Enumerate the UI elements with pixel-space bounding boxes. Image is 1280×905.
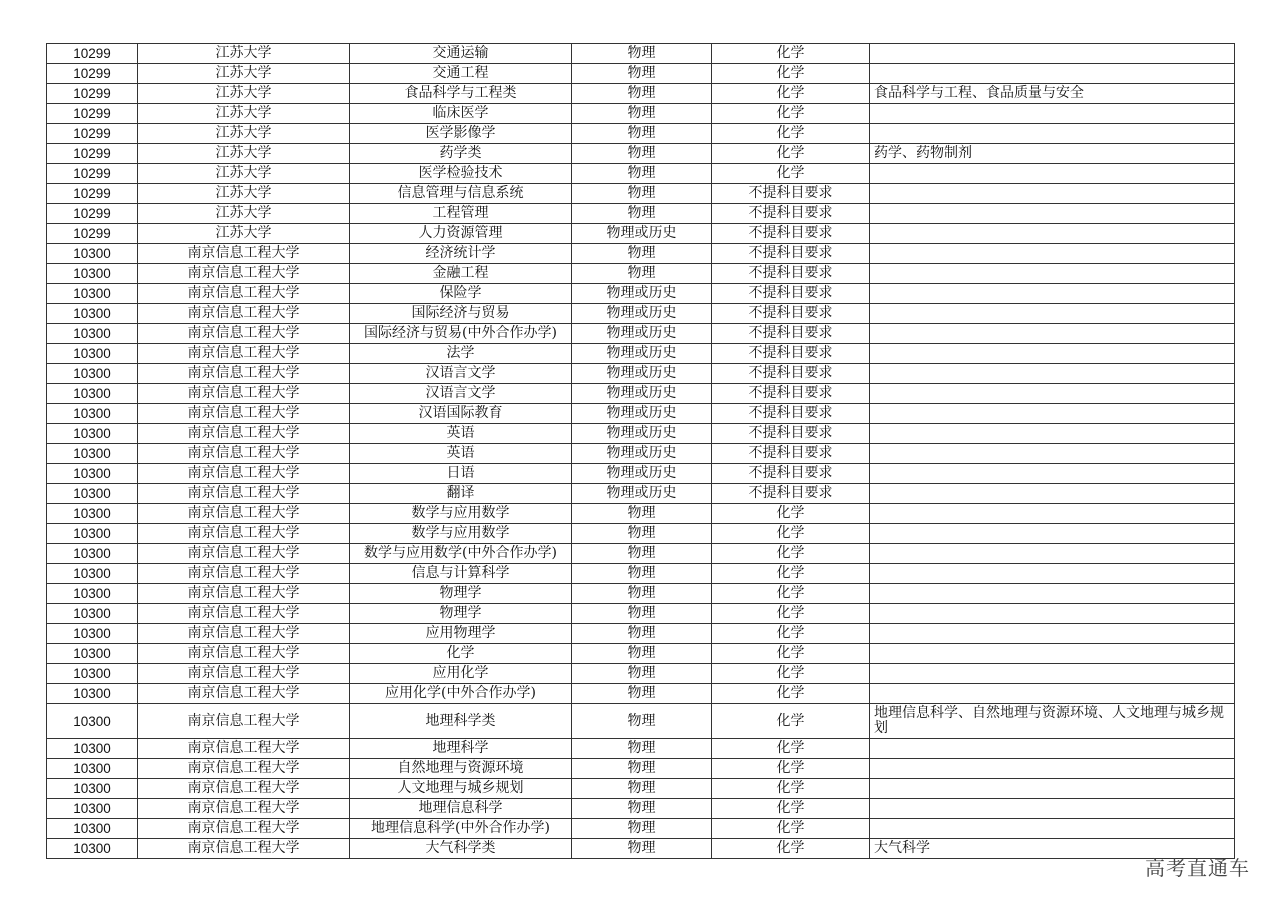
school-name-cell: 南京信息工程大学 [138, 384, 350, 404]
second-subject-cell: 化学 [712, 819, 870, 839]
first-subject-cell: 物理 [572, 759, 712, 779]
second-subject-cell: 化学 [712, 44, 870, 64]
school-name-cell: 南京信息工程大学 [138, 244, 350, 264]
second-subject-cell: 不提科目要求 [712, 264, 870, 284]
major-cell: 交通工程 [350, 64, 572, 84]
school-code-cell: 10300 [47, 644, 138, 664]
major-cell: 应用化学 [350, 664, 572, 684]
school-code-cell: 10299 [47, 224, 138, 244]
included-majors-cell [870, 644, 1235, 664]
table-row [47, 284, 1235, 304]
school-name-cell: 江苏大学 [138, 84, 350, 104]
table-row [47, 364, 1235, 384]
school-name-cell: 南京信息工程大学 [138, 364, 350, 384]
second-subject-cell: 化学 [712, 524, 870, 544]
major-cell: 人力资源管理 [350, 224, 572, 244]
second-subject-cell: 不提科目要求 [712, 304, 870, 324]
included-majors-cell [870, 164, 1235, 184]
major-cell: 临床医学 [350, 104, 572, 124]
included-majors-cell [870, 104, 1235, 124]
major-cell: 汉语言文学 [350, 384, 572, 404]
school-name-cell: 南京信息工程大学 [138, 544, 350, 564]
school-code-cell: 10300 [47, 284, 138, 304]
table-row [47, 819, 1235, 839]
included-majors-cell [870, 424, 1235, 444]
school-code-cell: 10300 [47, 444, 138, 464]
major-cell: 保险学 [350, 284, 572, 304]
school-name-cell: 南京信息工程大学 [138, 664, 350, 684]
table-row [47, 584, 1235, 604]
first-subject-cell: 物理 [572, 524, 712, 544]
first-subject-cell: 物理 [572, 184, 712, 204]
second-subject-cell: 化学 [712, 644, 870, 664]
major-cell: 自然地理与资源环境 [350, 759, 572, 779]
watermark-text: 高考直通车 [1145, 856, 1250, 880]
major-cell: 医学检验技术 [350, 164, 572, 184]
first-subject-cell: 物理 [572, 504, 712, 524]
second-subject-cell: 化学 [712, 664, 870, 684]
included-majors-cell [870, 224, 1235, 244]
school-code-cell: 10300 [47, 324, 138, 344]
major-cell: 经济统计学 [350, 244, 572, 264]
included-majors-cell: 药学、药物制剂 [870, 144, 1235, 164]
major-cell: 英语 [350, 424, 572, 444]
major-cell: 数学与应用数学 [350, 524, 572, 544]
first-subject-cell: 物理或历史 [572, 364, 712, 384]
second-subject-cell: 化学 [712, 144, 870, 164]
second-subject-cell: 化学 [712, 584, 870, 604]
school-name-cell: 江苏大学 [138, 224, 350, 244]
table-row [47, 779, 1235, 799]
table-row [47, 759, 1235, 779]
table-row [47, 839, 1235, 859]
table-row [47, 484, 1235, 504]
included-majors-cell [870, 779, 1235, 799]
second-subject-cell: 化学 [712, 544, 870, 564]
first-subject-cell: 物理 [572, 544, 712, 564]
included-majors-cell [870, 344, 1235, 364]
included-majors-cell [870, 304, 1235, 324]
first-subject-cell: 物理 [572, 104, 712, 124]
school-code-cell: 10299 [47, 84, 138, 104]
school-code-cell: 10300 [47, 264, 138, 284]
second-subject-cell: 不提科目要求 [712, 384, 870, 404]
table-row [47, 84, 1235, 104]
first-subject-cell: 物理 [572, 644, 712, 664]
table-row [47, 424, 1235, 444]
major-cell: 应用化学(中外合作办学) [350, 684, 572, 704]
included-majors-cell [870, 264, 1235, 284]
table-row [47, 524, 1235, 544]
school-name-cell: 南京信息工程大学 [138, 264, 350, 284]
second-subject-cell: 化学 [712, 684, 870, 704]
first-subject-cell: 物理 [572, 84, 712, 104]
first-subject-cell: 物理 [572, 624, 712, 644]
school-name-cell: 南京信息工程大学 [138, 604, 350, 624]
school-code-cell: 10300 [47, 759, 138, 779]
first-subject-cell: 物理或历史 [572, 224, 712, 244]
school-name-cell: 南京信息工程大学 [138, 584, 350, 604]
school-name-cell: 南京信息工程大学 [138, 704, 350, 739]
school-code-cell: 10300 [47, 424, 138, 444]
included-majors-cell: 食品科学与工程、食品质量与安全 [870, 84, 1235, 104]
first-subject-cell: 物理或历史 [572, 424, 712, 444]
school-name-cell: 南京信息工程大学 [138, 504, 350, 524]
second-subject-cell: 化学 [712, 84, 870, 104]
first-subject-cell: 物理 [572, 564, 712, 584]
second-subject-cell: 化学 [712, 779, 870, 799]
school-code-cell: 10300 [47, 624, 138, 644]
major-cell: 工程管理 [350, 204, 572, 224]
school-code-cell: 10300 [47, 604, 138, 624]
included-majors-cell [870, 819, 1235, 839]
table-row [47, 704, 1235, 739]
included-majors-cell [870, 504, 1235, 524]
included-majors-cell [870, 284, 1235, 304]
school-code-cell: 10300 [47, 244, 138, 264]
second-subject-cell: 化学 [712, 739, 870, 759]
school-name-cell: 南京信息工程大学 [138, 819, 350, 839]
table-row [47, 44, 1235, 64]
second-subject-cell: 化学 [712, 564, 870, 584]
second-subject-cell: 化学 [712, 704, 870, 739]
school-code-cell: 10300 [47, 779, 138, 799]
table-row [47, 444, 1235, 464]
school-name-cell: 江苏大学 [138, 144, 350, 164]
table-row [47, 224, 1235, 244]
major-cell: 地理科学类 [350, 704, 572, 739]
included-majors-cell [870, 184, 1235, 204]
school-code-cell: 10300 [47, 344, 138, 364]
major-cell: 数学与应用数学(中外合作办学) [350, 544, 572, 564]
first-subject-cell: 物理 [572, 779, 712, 799]
second-subject-cell: 不提科目要求 [712, 404, 870, 424]
second-subject-cell: 不提科目要求 [712, 224, 870, 244]
first-subject-cell: 物理 [572, 64, 712, 84]
major-cell: 药学类 [350, 144, 572, 164]
second-subject-cell: 不提科目要求 [712, 444, 870, 464]
major-cell: 翻译 [350, 484, 572, 504]
school-code-cell: 10300 [47, 504, 138, 524]
school-code-cell: 10300 [47, 664, 138, 684]
table-row [47, 464, 1235, 484]
school-name-cell: 江苏大学 [138, 184, 350, 204]
table-row [47, 304, 1235, 324]
second-subject-cell: 不提科目要求 [712, 204, 870, 224]
school-code-cell: 10300 [47, 704, 138, 739]
included-majors-cell [870, 44, 1235, 64]
major-cell: 食品科学与工程类 [350, 84, 572, 104]
school-name-cell: 南京信息工程大学 [138, 684, 350, 704]
major-cell: 人文地理与城乡规划 [350, 779, 572, 799]
second-subject-cell: 化学 [712, 164, 870, 184]
first-subject-cell: 物理或历史 [572, 324, 712, 344]
second-subject-cell: 不提科目要求 [712, 364, 870, 384]
first-subject-cell: 物理 [572, 244, 712, 264]
school-code-cell: 10299 [47, 204, 138, 224]
second-subject-cell: 化学 [712, 64, 870, 84]
major-cell: 信息与计算科学 [350, 564, 572, 584]
table-row [47, 164, 1235, 184]
school-name-cell: 南京信息工程大学 [138, 759, 350, 779]
major-cell: 英语 [350, 444, 572, 464]
major-cell: 法学 [350, 344, 572, 364]
second-subject-cell: 不提科目要求 [712, 184, 870, 204]
school-code-cell: 10300 [47, 564, 138, 584]
table-row [47, 244, 1235, 264]
table-row [47, 564, 1235, 584]
major-cell: 国际经济与贸易 [350, 304, 572, 324]
school-name-cell: 江苏大学 [138, 164, 350, 184]
major-cell: 物理学 [350, 604, 572, 624]
first-subject-cell: 物理 [572, 604, 712, 624]
school-name-cell: 南京信息工程大学 [138, 304, 350, 324]
table-row [47, 604, 1235, 624]
first-subject-cell: 物理或历史 [572, 344, 712, 364]
major-cell: 汉语言文学 [350, 364, 572, 384]
included-majors-cell [870, 524, 1235, 544]
school-name-cell: 江苏大学 [138, 64, 350, 84]
school-code-cell: 10300 [47, 524, 138, 544]
table-row [47, 324, 1235, 344]
table-row [47, 404, 1235, 424]
first-subject-cell: 物理 [572, 839, 712, 859]
included-majors-cell [870, 739, 1235, 759]
table-row [47, 104, 1235, 124]
school-code-cell: 10299 [47, 124, 138, 144]
major-cell: 金融工程 [350, 264, 572, 284]
school-name-cell: 南京信息工程大学 [138, 839, 350, 859]
table-row [47, 799, 1235, 819]
second-subject-cell: 不提科目要求 [712, 244, 870, 264]
first-subject-cell: 物理 [572, 164, 712, 184]
included-majors-cell [870, 64, 1235, 84]
school-name-cell: 南京信息工程大学 [138, 424, 350, 444]
major-cell: 应用物理学 [350, 624, 572, 644]
included-majors-cell [870, 799, 1235, 819]
table-row [47, 64, 1235, 84]
included-majors-cell [870, 624, 1235, 644]
table-row [47, 124, 1235, 144]
school-code-cell: 10299 [47, 164, 138, 184]
second-subject-cell: 化学 [712, 624, 870, 644]
school-name-cell: 南京信息工程大学 [138, 284, 350, 304]
table-row [47, 644, 1235, 664]
second-subject-cell: 不提科目要求 [712, 484, 870, 504]
included-majors-cell [870, 544, 1235, 564]
second-subject-cell: 不提科目要求 [712, 464, 870, 484]
second-subject-cell: 化学 [712, 759, 870, 779]
school-name-cell: 江苏大学 [138, 124, 350, 144]
included-majors-cell: 地理信息科学、自然地理与资源环境、人文地理与城乡规划 [870, 704, 1235, 739]
first-subject-cell: 物理 [572, 739, 712, 759]
school-code-cell: 10300 [47, 544, 138, 564]
major-cell: 大气科学类 [350, 839, 572, 859]
school-code-cell: 10300 [47, 839, 138, 859]
first-subject-cell: 物理 [572, 204, 712, 224]
school-code-cell: 10300 [47, 304, 138, 324]
table-row [47, 684, 1235, 704]
included-majors-cell [870, 759, 1235, 779]
included-majors-cell [870, 464, 1235, 484]
school-code-cell: 10300 [47, 384, 138, 404]
school-code-cell: 10300 [47, 819, 138, 839]
second-subject-cell: 不提科目要求 [712, 344, 870, 364]
included-majors-cell [870, 124, 1235, 144]
second-subject-cell: 不提科目要求 [712, 424, 870, 444]
first-subject-cell: 物理 [572, 704, 712, 739]
major-cell: 信息管理与信息系统 [350, 184, 572, 204]
school-name-cell: 南京信息工程大学 [138, 564, 350, 584]
school-code-cell: 10299 [47, 44, 138, 64]
first-subject-cell: 物理 [572, 819, 712, 839]
school-name-cell: 南京信息工程大学 [138, 799, 350, 819]
requirements-table [46, 43, 1235, 859]
first-subject-cell: 物理 [572, 124, 712, 144]
school-name-cell: 南京信息工程大学 [138, 344, 350, 364]
school-name-cell: 南京信息工程大学 [138, 779, 350, 799]
major-cell: 国际经济与贸易(中外合作办学) [350, 324, 572, 344]
table-row [47, 504, 1235, 524]
school-code-cell: 10299 [47, 184, 138, 204]
included-majors-cell [870, 404, 1235, 424]
first-subject-cell: 物理 [572, 584, 712, 604]
school-name-cell: 江苏大学 [138, 44, 350, 64]
second-subject-cell: 不提科目要求 [712, 324, 870, 344]
major-cell: 地理信息科学(中外合作办学) [350, 819, 572, 839]
table-row [47, 204, 1235, 224]
school-name-cell: 南京信息工程大学 [138, 464, 350, 484]
school-name-cell: 南京信息工程大学 [138, 484, 350, 504]
major-cell: 化学 [350, 644, 572, 664]
school-code-cell: 10299 [47, 144, 138, 164]
school-code-cell: 10299 [47, 104, 138, 124]
school-code-cell: 10300 [47, 404, 138, 424]
included-majors-cell [870, 484, 1235, 504]
school-name-cell: 南京信息工程大学 [138, 444, 350, 464]
table-row [47, 664, 1235, 684]
first-subject-cell: 物理 [572, 799, 712, 819]
first-subject-cell: 物理 [572, 684, 712, 704]
school-name-cell: 南京信息工程大学 [138, 524, 350, 544]
school-code-cell: 10299 [47, 64, 138, 84]
second-subject-cell: 化学 [712, 604, 870, 624]
table-body [47, 44, 1235, 859]
included-majors-cell [870, 384, 1235, 404]
included-majors-cell [870, 204, 1235, 224]
second-subject-cell: 化学 [712, 839, 870, 859]
first-subject-cell: 物理 [572, 264, 712, 284]
school-code-cell: 10300 [47, 364, 138, 384]
school-name-cell: 南京信息工程大学 [138, 644, 350, 664]
first-subject-cell: 物理 [572, 144, 712, 164]
school-name-cell: 南京信息工程大学 [138, 404, 350, 424]
first-subject-cell: 物理或历史 [572, 444, 712, 464]
first-subject-cell: 物理或历史 [572, 404, 712, 424]
table-row [47, 739, 1235, 759]
table-row [47, 344, 1235, 364]
table-row [47, 144, 1235, 164]
school-code-cell: 10300 [47, 739, 138, 759]
school-name-cell: 江苏大学 [138, 204, 350, 224]
major-cell: 数学与应用数学 [350, 504, 572, 524]
first-subject-cell: 物理 [572, 664, 712, 684]
first-subject-cell: 物理或历史 [572, 484, 712, 504]
second-subject-cell: 化学 [712, 124, 870, 144]
table-row [47, 384, 1235, 404]
included-majors-cell [870, 564, 1235, 584]
table-row [47, 184, 1235, 204]
first-subject-cell: 物理 [572, 44, 712, 64]
included-majors-cell [870, 364, 1235, 384]
major-cell: 交通运输 [350, 44, 572, 64]
school-code-cell: 10300 [47, 799, 138, 819]
second-subject-cell: 化学 [712, 504, 870, 524]
school-name-cell: 南京信息工程大学 [138, 324, 350, 344]
major-cell: 汉语国际教育 [350, 404, 572, 424]
second-subject-cell: 化学 [712, 799, 870, 819]
included-majors-cell [870, 604, 1235, 624]
included-majors-cell [870, 584, 1235, 604]
school-code-cell: 10300 [47, 584, 138, 604]
school-name-cell: 南京信息工程大学 [138, 624, 350, 644]
school-code-cell: 10300 [47, 464, 138, 484]
included-majors-cell [870, 324, 1235, 344]
included-majors-cell [870, 444, 1235, 464]
first-subject-cell: 物理或历史 [572, 304, 712, 324]
school-name-cell: 南京信息工程大学 [138, 739, 350, 759]
school-code-cell: 10300 [47, 484, 138, 504]
major-cell: 物理学 [350, 584, 572, 604]
included-majors-cell [870, 244, 1235, 264]
table-row [47, 264, 1235, 284]
major-cell: 日语 [350, 464, 572, 484]
second-subject-cell: 不提科目要求 [712, 284, 870, 304]
included-majors-cell: 大气科学 [870, 839, 1235, 859]
major-cell: 地理科学 [350, 739, 572, 759]
first-subject-cell: 物理或历史 [572, 384, 712, 404]
major-cell: 地理信息科学 [350, 799, 572, 819]
table-row [47, 624, 1235, 644]
included-majors-cell [870, 664, 1235, 684]
first-subject-cell: 物理或历史 [572, 284, 712, 304]
included-majors-cell [870, 684, 1235, 704]
table-row [47, 544, 1235, 564]
second-subject-cell: 化学 [712, 104, 870, 124]
first-subject-cell: 物理或历史 [572, 464, 712, 484]
school-code-cell: 10300 [47, 684, 138, 704]
major-cell: 医学影像学 [350, 124, 572, 144]
school-name-cell: 江苏大学 [138, 104, 350, 124]
